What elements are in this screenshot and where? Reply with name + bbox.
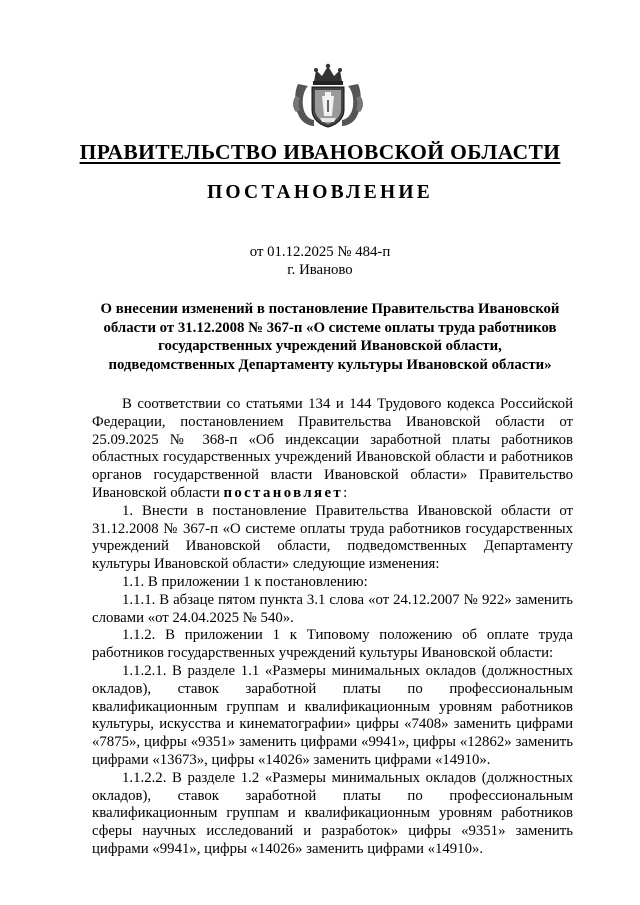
preamble-text: В соответствии со статьями 134 и 144 Трудового кодекса Российской Федерации, постановлением Правительства Ивановской области от 25.09.2025 № 368-п «Об индексации заработной платы работников областных государственных учреждений Ивановской области и работников органов государственной власти Ивановской области» Правительство Ивановской области xyxy=(92,396,573,501)
document-city: г. Иваново xyxy=(287,262,353,278)
paragraph-1-1-2-2: 1.1.2.2. В разделе 1.2 «Размеры минимальных окладов (должностных окладов), ставок заработной платы по профессиональным квалификационным группам и квалификационным уровням работников сферы научных исследований и разработок» цифры «9351» заменить цифрами «9941», цифры «14026» заменить цифрами «14910». xyxy=(92,769,573,857)
document-subject: О внесении изменений в постановление Правительства Ивановской области от 31.12.2008 № 367-п «О системе оплаты труда работников государственных учреждений Ивановской области, подведомственных Департаменту культуры Ивановской области» xyxy=(100,301,560,373)
paragraph-1-1: 1.1. В приложении 1 к постановлению: xyxy=(122,573,368,590)
paragraph-1: 1. Внести в постановление Правительства Ивановской области от 31.12.2008 № 367-п «О системе оплаты труда работников государственных учреждений Ивановской области, подведомственных Департаменту культуры Ивановской области» следующие изменения: xyxy=(92,502,573,573)
government-title: ПРАВИТЕЛЬСТВО ИВАНОВСКОЙ ОБЛАСТИ xyxy=(79,140,561,164)
decides-word: постановляет xyxy=(223,484,344,501)
decides-colon: : xyxy=(343,484,348,501)
coat-of-arms-icon xyxy=(292,62,364,130)
document-type-title: ПОСТАНОВЛЕНИЕ xyxy=(207,182,433,203)
preamble-paragraph xyxy=(92,396,573,503)
document-date-number: от 01.12.2025 № 484-п xyxy=(249,244,391,260)
paragraph-1-1-2-1: 1.1.2.1. В разделе 1.1 «Размеры минимальных окладов (должностных окладов), ставок заработной платы по профессиональным квалификационным группам и квалификационным уровням работников культуры, искусства и кинематографии» цифры «7408» заменить цифрами «7875», цифры «9351» заменить цифрами «9941», цифры «12862» заменить цифрами «13673», цифры «14026» заменить цифрами «14910». xyxy=(92,662,573,768)
paragraph-1-1-1: 1.1.1. В абзаце пятом пункта 3.1 слова «от 24.12.2007 № 922» заменить словами «от 24.04.2025 № 540». xyxy=(92,591,573,626)
paragraph-1-1-2: 1.1.2. В приложении 1 к Типовому положению об оплате труда работников государственных учреждений культуры Ивановской области: xyxy=(92,627,573,662)
document-body xyxy=(92,396,573,859)
